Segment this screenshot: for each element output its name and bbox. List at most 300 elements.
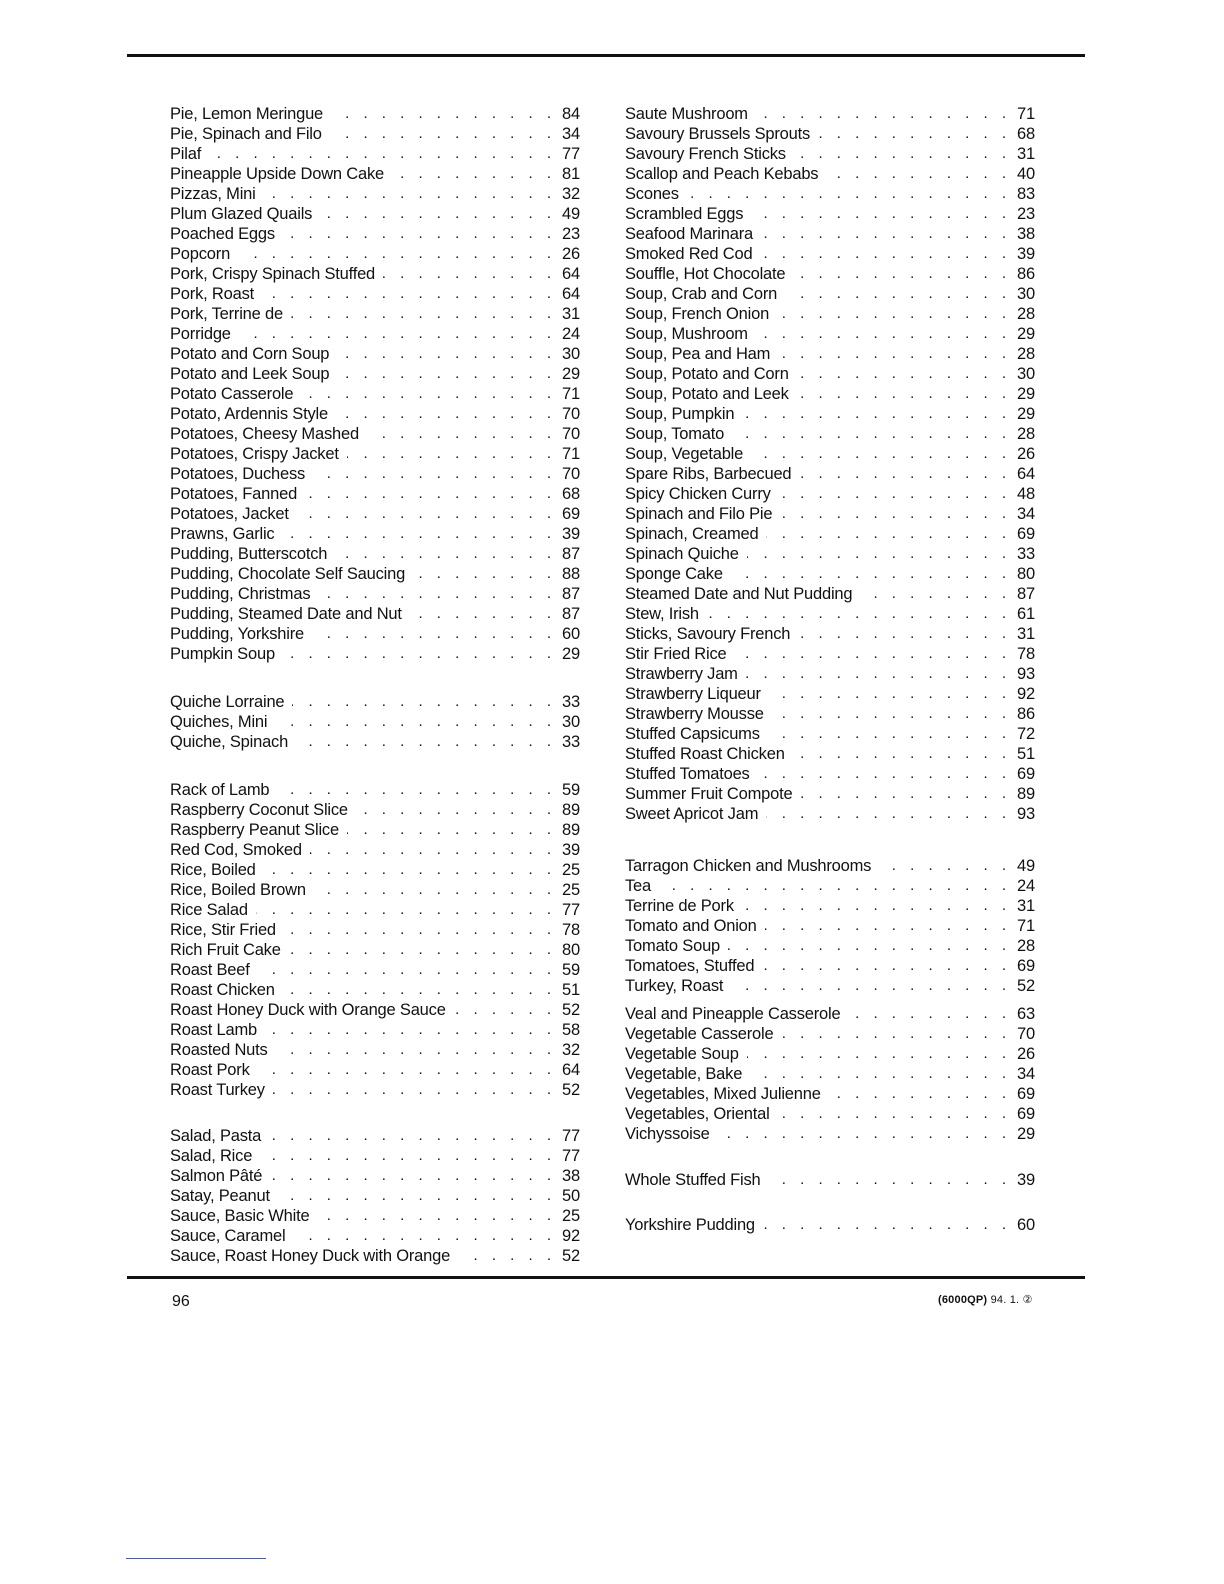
dot-leader — [269, 1126, 556, 1146]
index-entry-name: Quiches, Mini — [170, 713, 268, 731]
index-entry — [625, 264, 1045, 284]
index-entry-page: 29 — [1017, 405, 1035, 423]
index-entry — [170, 204, 590, 224]
index-entry-name: Rack of Lamb — [170, 781, 270, 799]
index-entry — [625, 804, 1045, 824]
index-entry — [625, 464, 1045, 484]
index-entry — [170, 504, 590, 524]
index-entry-page: 89 — [562, 821, 580, 839]
index-entry-name: Roast Lamb — [170, 1021, 257, 1039]
index-entry-page: 69 — [1017, 1105, 1035, 1123]
dot-leader — [239, 324, 556, 344]
dot-leader — [742, 896, 1011, 916]
index-entry-name: Porridge — [170, 325, 231, 343]
index-entry — [625, 644, 1045, 664]
dot-leader — [282, 524, 556, 544]
index-entry — [170, 860, 590, 880]
index-entry — [170, 124, 590, 144]
dot-leader — [778, 344, 1011, 364]
index-entry — [170, 564, 590, 584]
index-entry-name: Vegetable Casserole — [625, 1025, 774, 1043]
index-entry — [625, 916, 1045, 936]
index-entry-page: 52 — [1017, 977, 1035, 995]
dot-leader — [826, 164, 1011, 184]
dot-leader — [772, 704, 1011, 724]
index-entry-page: 39 — [562, 841, 580, 859]
index-entry-page: 64 — [562, 285, 580, 303]
index-entry-name: Yorkshire Pudding — [625, 1216, 755, 1234]
dot-leader — [337, 364, 556, 384]
index-entry — [625, 624, 1045, 644]
index-entry-page: 59 — [562, 961, 580, 979]
dot-leader — [751, 444, 1011, 464]
dot-leader — [797, 384, 1011, 404]
index-entry — [625, 244, 1045, 264]
index-entry — [625, 124, 1045, 144]
index-entry-page: 26 — [562, 245, 580, 263]
index-entry-name: Rice, Boiled — [170, 861, 256, 879]
dot-leader — [780, 504, 1011, 524]
index-entry — [170, 284, 590, 304]
index-entry — [170, 880, 590, 900]
index-entry — [625, 104, 1045, 124]
index-entry — [170, 820, 590, 840]
index-entry-name: Potato, Ardennis Style — [170, 405, 328, 423]
index-entry-page: 31 — [1017, 145, 1035, 163]
index-entry-page: 34 — [562, 125, 580, 143]
index-entry-name: Vegetable, Bake — [625, 1065, 743, 1083]
dot-leader — [793, 744, 1011, 764]
index-entry — [170, 692, 590, 712]
index-entry-name: Sticks, Savoury French — [625, 625, 791, 643]
dot-leader — [264, 860, 556, 880]
index-entry — [170, 1080, 590, 1100]
dot-leader — [769, 684, 1011, 704]
index-entry-page: 28 — [1017, 937, 1035, 955]
dot-leader — [454, 1000, 556, 1020]
index-entry-name: Sweet Apricot Jam — [625, 805, 759, 823]
index-entry-page: 30 — [1017, 365, 1035, 383]
dot-leader — [458, 1246, 556, 1266]
dot-leader — [768, 724, 1011, 744]
dot-leader — [829, 1084, 1011, 1104]
index-entry-page: 69 — [1017, 525, 1035, 543]
index-entry — [625, 896, 1045, 916]
index-entry-page: 24 — [1017, 877, 1035, 895]
index-entry-name: Spare Ribs, Barbecued — [625, 465, 792, 483]
dot-leader — [258, 960, 556, 980]
index-entry-page: 69 — [1017, 1085, 1035, 1103]
index-entry-name: Strawberry Mousse — [625, 705, 764, 723]
index-entry — [170, 840, 590, 860]
index-entry — [170, 544, 590, 564]
index-entry — [170, 920, 590, 940]
index-entry — [170, 980, 590, 1000]
index-entry-name: Pudding, Chocolate Self Saucing — [170, 565, 406, 583]
index-entry-name: Souffle, Hot Chocolate — [625, 265, 786, 283]
index-entry — [170, 1060, 590, 1080]
index-entry-name: Summer Fruit Compote — [625, 785, 793, 803]
index-entry-name: Raspberry Coconut Slice — [170, 801, 348, 819]
dot-leader — [336, 404, 556, 424]
dot-leader — [765, 916, 1011, 936]
index-entry-name: Steamed Date and Nut Pudding — [625, 585, 853, 603]
link-underline — [126, 1558, 266, 1559]
index-entry — [625, 724, 1045, 744]
index-entry — [625, 584, 1045, 604]
dot-leader — [289, 940, 556, 960]
index-entry — [625, 304, 1045, 324]
dot-leader — [270, 1166, 556, 1186]
index-entry-page: 26 — [1017, 1045, 1035, 1063]
dot-leader — [292, 692, 556, 712]
dot-leader — [760, 244, 1011, 264]
bottom-rule — [127, 1276, 1085, 1279]
dot-leader — [317, 1206, 556, 1226]
index-entry-page: 30 — [562, 345, 580, 363]
index-entry-page: 38 — [1017, 225, 1035, 243]
index-entry — [625, 664, 1045, 684]
dot-leader — [742, 404, 1011, 424]
index-entry-page: 49 — [562, 205, 580, 223]
index-entry-page: 70 — [562, 465, 580, 483]
dot-leader — [283, 644, 556, 664]
index-entry-page: 51 — [562, 981, 580, 999]
dot-leader — [756, 324, 1011, 344]
dot-leader — [728, 936, 1011, 956]
dot-leader — [337, 344, 556, 364]
index-entry-name: Pie, Lemon Meringue — [170, 105, 324, 123]
index-entry — [625, 856, 1045, 876]
index-entry-page: 51 — [1017, 745, 1035, 763]
index-entry-name: Rice Salad — [170, 901, 248, 919]
index-entry — [625, 384, 1045, 404]
index-entry — [170, 364, 590, 384]
index-entry — [625, 424, 1045, 444]
index-entry — [625, 744, 1045, 764]
page-number: 96 — [172, 1293, 190, 1310]
index-entry-page: 58 — [562, 1021, 580, 1039]
top-rule — [127, 54, 1085, 57]
dot-leader — [256, 900, 556, 920]
index-entry-name: Pie, Spinach and Filo — [170, 125, 322, 143]
index-entry — [625, 524, 1045, 544]
index-entry-page: 77 — [562, 1147, 580, 1165]
index-entry — [625, 544, 1045, 564]
dot-leader — [310, 840, 556, 860]
index-entry — [170, 444, 590, 464]
index-entry — [625, 956, 1045, 976]
index-entry — [625, 184, 1045, 204]
index-entry — [170, 800, 590, 820]
dot-leader — [305, 484, 556, 504]
index-entry-name: Soup, Potato and Corn — [625, 365, 789, 383]
index-entry-page: 29 — [1017, 325, 1035, 343]
index-entry-page: 31 — [1017, 625, 1035, 643]
index-entry-name: Rice, Boiled Brown — [170, 881, 306, 899]
index-entry-page: 25 — [562, 1207, 580, 1225]
index-entry — [625, 284, 1045, 304]
index-entry — [625, 976, 1045, 996]
index-entry — [170, 1166, 590, 1186]
index-entry-page: 64 — [1017, 465, 1035, 483]
index-entry-page: 87 — [562, 605, 580, 623]
index-entry-name: Vegetable Soup — [625, 1045, 739, 1063]
index-entry — [170, 404, 590, 424]
index-entry-name: Stir Fried Rice — [625, 645, 727, 663]
dot-leader — [296, 732, 556, 752]
index-entry-page: 34 — [1017, 505, 1035, 523]
index-entry-page: 69 — [562, 505, 580, 523]
index-entry-page: 64 — [562, 265, 580, 283]
index-entry-page: 49 — [1017, 857, 1035, 875]
index-entry-name: Vegetables, Oriental — [625, 1105, 770, 1123]
index-entry — [170, 712, 590, 732]
index-entry-page: 29 — [1017, 385, 1035, 403]
dot-leader — [273, 1080, 556, 1100]
index-entry-page: 28 — [1017, 305, 1035, 323]
index-entry-name: Potatoes, Jacket — [170, 505, 289, 523]
index-entry-name: Spinach, Creamed — [625, 525, 759, 543]
index-entry — [625, 1170, 1045, 1190]
index-entry-page: 38 — [562, 1167, 580, 1185]
index-entry-page: 31 — [1017, 897, 1035, 915]
index-entry-name: Stew, Irish — [625, 605, 699, 623]
index-entry-name: Potato Casserole — [170, 385, 294, 403]
index-entry — [170, 584, 590, 604]
index-entry-page: 70 — [1017, 1025, 1035, 1043]
index-entry — [170, 1000, 590, 1020]
index-entry — [170, 384, 590, 404]
index-entry-name: Potato and Corn Soup — [170, 345, 330, 363]
index-entry-page: 71 — [1017, 105, 1035, 123]
index-entry — [625, 164, 1045, 184]
dot-leader — [756, 104, 1011, 124]
index-entry — [170, 1126, 590, 1146]
index-entry-name: Vichyssoise — [625, 1125, 710, 1143]
index-entry-page: 81 — [562, 165, 580, 183]
index-entry-page: 31 — [562, 305, 580, 323]
index-entry-page: 50 — [562, 1187, 580, 1205]
index-entry-name: Quiche, Spinach — [170, 733, 289, 751]
index-entry — [170, 1020, 590, 1040]
dot-leader — [301, 384, 556, 404]
index-entry-name: Salad, Pasta — [170, 1127, 262, 1145]
dot-leader — [294, 1226, 556, 1246]
dot-leader — [793, 264, 1011, 284]
index-entry-name: Saute Mushroom — [625, 105, 748, 123]
index-entry-name: Satay, Peanut — [170, 1187, 270, 1205]
index-entry-page: 89 — [562, 801, 580, 819]
index-entry-page: 25 — [562, 861, 580, 879]
dot-leader — [283, 980, 556, 1000]
print-date-code: 94. 1. ② — [990, 1294, 1033, 1306]
dot-leader — [761, 224, 1011, 244]
index-entry-page: 92 — [1017, 685, 1035, 703]
index-entry-name: Quiche Lorraine — [170, 693, 285, 711]
index-entry-name: Roast Chicken — [170, 981, 275, 999]
index-entry-name: Pork, Crispy Spinach Stuffed — [170, 265, 376, 283]
index-entry — [625, 224, 1045, 244]
index-entry — [625, 204, 1045, 224]
dot-leader — [258, 1060, 556, 1080]
index-entry-page: 23 — [562, 225, 580, 243]
index-entry-name: Smoked Red Cod — [625, 245, 753, 263]
index-entry-name: Pumpkin Soup — [170, 645, 275, 663]
index-entry-name: Stuffed Tomatoes — [625, 765, 750, 783]
index-entry-page: 40 — [1017, 165, 1035, 183]
dot-leader — [758, 764, 1011, 784]
index-entry — [170, 144, 590, 164]
index-entry — [625, 764, 1045, 784]
index-entry — [625, 1124, 1045, 1144]
index-entry-page: 78 — [562, 921, 580, 939]
index-entry-page: 23 — [1017, 205, 1035, 223]
dot-leader — [330, 124, 556, 144]
dot-leader — [347, 820, 556, 840]
index-entry — [625, 444, 1045, 464]
index-entry-name: Roast Turkey — [170, 1081, 265, 1099]
dot-leader — [794, 144, 1011, 164]
index-entry — [625, 1215, 1045, 1235]
index-entry-name: Savoury French Sticks — [625, 145, 786, 163]
index-entry-name: Spinach Quiche — [625, 545, 739, 563]
index-entry-name: Sauce, Roast Honey Duck with Orange — [170, 1247, 451, 1265]
dot-leader — [781, 1024, 1011, 1044]
index-entry-name: Spinach and Filo Pie — [625, 505, 773, 523]
index-entry-page: 77 — [562, 1127, 580, 1145]
index-entry-name: Potatoes, Duchess — [170, 465, 306, 483]
index-entry — [170, 344, 590, 364]
index-entry-page: 70 — [562, 425, 580, 443]
index-entry — [170, 1186, 590, 1206]
index-entry-name: Tomato Soup — [625, 937, 721, 955]
dot-leader — [766, 804, 1011, 824]
dot-leader — [413, 564, 556, 584]
index-entry-page: 86 — [1017, 265, 1035, 283]
index-entry — [170, 1040, 590, 1060]
index-entry-page: 32 — [562, 185, 580, 203]
index-entry-name: Tea — [625, 877, 652, 895]
dot-leader — [331, 104, 556, 124]
dot-leader — [367, 424, 556, 444]
index-entry-name: Scones — [625, 185, 679, 203]
index-entry-name: Strawberry Liqueur — [625, 685, 761, 703]
dot-leader — [731, 976, 1011, 996]
index-entry — [170, 644, 590, 664]
index-entry-page: 87 — [562, 545, 580, 563]
dot-leader — [284, 920, 556, 940]
index-entry — [170, 184, 590, 204]
dot-leader — [718, 1124, 1011, 1144]
index-entry-name: Pork, Terrine de — [170, 305, 283, 323]
index-entry-name: Pudding, Steamed Date and Nut — [170, 605, 402, 623]
index-entry-page: 52 — [562, 1247, 580, 1265]
index-entry-page: 89 — [1017, 785, 1035, 803]
index-entry-page: 32 — [562, 1041, 580, 1059]
dot-leader — [735, 644, 1011, 664]
index-entry — [625, 1004, 1045, 1024]
index-entry — [625, 876, 1045, 896]
index-entry-name: Soup, Vegetable — [625, 445, 744, 463]
index-entry-page: 77 — [562, 901, 580, 919]
dot-leader — [848, 1004, 1011, 1024]
index-entry-page: 24 — [562, 325, 580, 343]
index-entry-name: Pineapple Upside Down Cake — [170, 165, 385, 183]
dot-leader — [746, 664, 1011, 684]
dot-leader — [800, 784, 1011, 804]
index-entry-page: 80 — [562, 941, 580, 959]
index-entry-page: 39 — [1017, 1171, 1035, 1189]
index-entry-page: 33 — [1017, 545, 1035, 563]
index-entry — [170, 900, 590, 920]
index-entry-name: Sauce, Basic White — [170, 1207, 310, 1225]
index-entry — [625, 324, 1045, 344]
index-entry-page: 87 — [562, 585, 580, 603]
dot-leader — [778, 1104, 1011, 1124]
index-entry-name: Stuffed Roast Chicken — [625, 745, 785, 763]
index-entry — [170, 1246, 590, 1266]
dot-leader — [276, 1040, 556, 1060]
dot-leader — [297, 504, 556, 524]
dot-leader — [277, 780, 556, 800]
index-entry — [625, 936, 1045, 956]
index-entry-name: Tomatoes, Stuffed — [625, 957, 755, 975]
index-entry — [170, 1226, 590, 1246]
dot-leader — [278, 1186, 556, 1206]
index-entry-name: Popcorn — [170, 245, 231, 263]
dot-leader — [238, 244, 556, 264]
index-entry-name: Sponge Cake — [625, 565, 723, 583]
index-entry-page: 80 — [1017, 565, 1035, 583]
index-entry — [625, 364, 1045, 384]
dot-leader — [335, 544, 556, 564]
dot-leader — [747, 544, 1011, 564]
index-entry — [625, 1064, 1045, 1084]
dot-leader — [265, 1020, 556, 1040]
index-entry-page: 88 — [562, 565, 580, 583]
index-entry-page: 60 — [562, 625, 580, 643]
index-entry — [170, 732, 590, 752]
index-entry-name: Raspberry Peanut Slice — [170, 821, 339, 839]
index-entry-page: 93 — [1017, 805, 1035, 823]
dot-leader — [275, 712, 556, 732]
dot-leader — [731, 564, 1011, 584]
index-entry-page: 92 — [562, 1227, 580, 1245]
index-entry-page: 48 — [1017, 485, 1035, 503]
index-entry-name: Poached Eggs — [170, 225, 275, 243]
index-entry-name: Pilaf — [170, 145, 202, 163]
index-entry — [170, 324, 590, 344]
index-entry-page: 29 — [1017, 1125, 1035, 1143]
index-entry — [625, 784, 1045, 804]
index-entry-name: Tomato and Onion — [625, 917, 757, 935]
index-entry — [170, 464, 590, 484]
index-entry-page: 33 — [562, 693, 580, 711]
index-entry — [625, 1024, 1045, 1044]
index-entry — [625, 1084, 1045, 1104]
dot-leader — [392, 164, 556, 184]
index-entry-page: 86 — [1017, 705, 1035, 723]
index-entry-page: 39 — [1017, 245, 1035, 263]
index-entry — [170, 224, 590, 244]
dot-leader — [312, 624, 556, 644]
index-entry-name: Plum Glazed Quails — [170, 205, 313, 223]
index-entry — [170, 940, 590, 960]
index-entry-page: 71 — [1017, 917, 1035, 935]
index-entry — [625, 604, 1045, 624]
dot-leader — [264, 184, 556, 204]
